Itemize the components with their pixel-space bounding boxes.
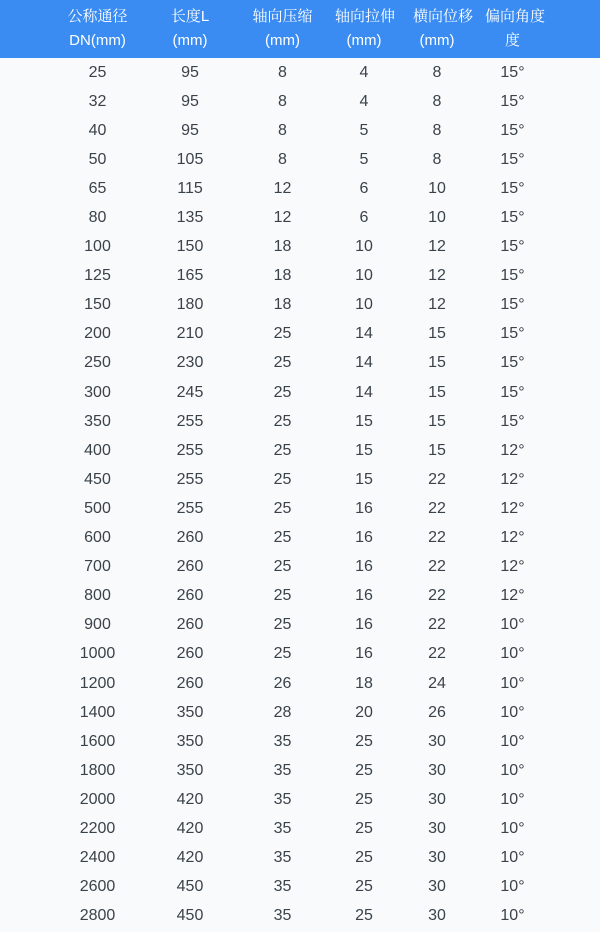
cell-lateral-displacement: 30 [413, 902, 485, 931]
header-label: 横向位移 [413, 8, 474, 25]
cell-deflection-angle: 15° [485, 378, 600, 407]
cell-deflection-angle: 10° [485, 611, 600, 640]
cell-nominal-diameter: 1800 [0, 756, 150, 785]
cell-lateral-displacement: 10 [413, 174, 485, 203]
cell-axial-compression: 25 [230, 494, 335, 523]
cell-lateral-displacement: 26 [413, 698, 485, 727]
cell-axial-compression: 25 [230, 611, 335, 640]
cell-axial-extension: 16 [335, 494, 413, 523]
cell-nominal-diameter: 900 [0, 611, 150, 640]
cell-lateral-displacement: 22 [413, 582, 485, 611]
cell-axial-extension: 25 [335, 902, 413, 931]
cell-lateral-displacement: 15 [413, 436, 485, 465]
cell-axial-compression: 18 [230, 262, 335, 291]
cell-lateral-displacement: 24 [413, 669, 485, 698]
cell-deflection-angle: 15° [485, 174, 600, 203]
cell-lateral-displacement: 12 [413, 233, 485, 262]
cell-axial-compression: 35 [230, 727, 335, 756]
table-row [0, 814, 600, 843]
table-row [0, 553, 600, 582]
cell-length: 260 [150, 524, 230, 553]
cell-length: 350 [150, 698, 230, 727]
cell-lateral-displacement: 8 [413, 87, 485, 116]
cell-lateral-displacement: 22 [413, 524, 485, 553]
cell-nominal-diameter: 1000 [0, 640, 150, 669]
table-row [0, 640, 600, 669]
cell-axial-extension: 16 [335, 640, 413, 669]
cell-deflection-angle: 10° [485, 902, 600, 931]
cell-nominal-diameter: 40 [0, 116, 150, 145]
header-label: 偏向角度 [485, 8, 546, 25]
cell-axial-compression: 18 [230, 233, 335, 262]
header-label: 长度L [170, 8, 210, 25]
cell-axial-extension: 20 [335, 698, 413, 727]
cell-lateral-displacement: 8 [413, 145, 485, 174]
cell-axial-extension: 4 [335, 58, 413, 87]
cell-axial-compression: 25 [230, 640, 335, 669]
table-row [0, 873, 600, 902]
cell-axial-compression: 25 [230, 407, 335, 436]
cell-axial-extension: 25 [335, 727, 413, 756]
cell-lateral-displacement: 8 [413, 58, 485, 87]
cell-length: 95 [150, 116, 230, 145]
cell-deflection-angle: 15° [485, 145, 600, 174]
cell-length: 115 [150, 174, 230, 203]
cell-deflection-angle: 15° [485, 87, 600, 116]
cell-deflection-angle: 10° [485, 727, 600, 756]
table-row [0, 844, 600, 873]
cell-deflection-angle: 10° [485, 814, 600, 843]
cell-lateral-displacement: 10 [413, 203, 485, 232]
cell-nominal-diameter: 700 [0, 553, 150, 582]
cell-length: 210 [150, 320, 230, 349]
table-row [0, 116, 600, 145]
cell-deflection-angle: 15° [485, 291, 600, 320]
table-row [0, 203, 600, 232]
cell-axial-compression: 25 [230, 582, 335, 611]
cell-deflection-angle: 12° [485, 465, 600, 494]
cell-nominal-diameter: 1600 [0, 727, 150, 756]
col-header-nominal-diameter [0, 0, 150, 58]
cell-nominal-diameter: 65 [0, 174, 150, 203]
cell-lateral-displacement: 15 [413, 407, 485, 436]
cell-axial-extension: 15 [335, 407, 413, 436]
cell-axial-compression: 25 [230, 349, 335, 378]
cell-length: 255 [150, 436, 230, 465]
cell-length: 255 [150, 465, 230, 494]
table-row [0, 407, 600, 436]
cell-nominal-diameter: 500 [0, 494, 150, 523]
cell-nominal-diameter: 125 [0, 262, 150, 291]
cell-axial-compression: 8 [230, 87, 335, 116]
cell-nominal-diameter: 2800 [0, 902, 150, 931]
cell-lateral-displacement: 22 [413, 494, 485, 523]
cell-axial-compression: 25 [230, 553, 335, 582]
cell-length: 135 [150, 203, 230, 232]
table-row [0, 669, 600, 698]
header-unit: (mm) [419, 32, 455, 49]
cell-length: 420 [150, 785, 230, 814]
cell-axial-extension: 25 [335, 873, 413, 902]
cell-length: 95 [150, 58, 230, 87]
cell-nominal-diameter: 25 [0, 58, 150, 87]
cell-axial-compression: 25 [230, 524, 335, 553]
cell-lateral-displacement: 15 [413, 349, 485, 378]
cell-nominal-diameter: 1400 [0, 698, 150, 727]
cell-nominal-diameter: 600 [0, 524, 150, 553]
cell-length: 180 [150, 291, 230, 320]
cell-deflection-angle: 10° [485, 873, 600, 902]
cell-lateral-displacement: 15 [413, 320, 485, 349]
table-row [0, 349, 600, 378]
col-header-lateral-displacement [413, 0, 485, 58]
table-row [0, 524, 600, 553]
cell-deflection-angle: 12° [485, 553, 600, 582]
header-unit: DN(mm) [69, 32, 126, 49]
cell-axial-extension: 25 [335, 844, 413, 873]
cell-axial-compression: 25 [230, 465, 335, 494]
cell-axial-extension: 18 [335, 669, 413, 698]
cell-axial-extension: 10 [335, 233, 413, 262]
table-row [0, 378, 600, 407]
cell-length: 350 [150, 756, 230, 785]
cell-lateral-displacement: 30 [413, 844, 485, 873]
cell-length: 105 [150, 145, 230, 174]
cell-nominal-diameter: 350 [0, 407, 150, 436]
header-unit: (mm) [172, 32, 208, 49]
cell-length: 260 [150, 582, 230, 611]
cell-lateral-displacement: 12 [413, 291, 485, 320]
cell-axial-extension: 25 [335, 814, 413, 843]
cell-nominal-diameter: 50 [0, 145, 150, 174]
table-row [0, 698, 600, 727]
cell-axial-compression: 35 [230, 785, 335, 814]
table-header [0, 0, 600, 58]
cell-length: 230 [150, 349, 230, 378]
cell-deflection-angle: 15° [485, 58, 600, 87]
cell-deflection-angle: 10° [485, 669, 600, 698]
header-unit: 度 [504, 32, 520, 49]
cell-axial-extension: 6 [335, 203, 413, 232]
cell-deflection-angle: 15° [485, 233, 600, 262]
cell-lateral-displacement: 8 [413, 116, 485, 145]
cell-nominal-diameter: 2200 [0, 814, 150, 843]
cell-deflection-angle: 15° [485, 407, 600, 436]
cell-lateral-displacement: 22 [413, 611, 485, 640]
cell-deflection-angle: 15° [485, 262, 600, 291]
cell-deflection-angle: 15° [485, 320, 600, 349]
table-row [0, 494, 600, 523]
cell-axial-extension: 14 [335, 378, 413, 407]
table-row [0, 465, 600, 494]
cell-axial-compression: 35 [230, 814, 335, 843]
cell-length: 450 [150, 902, 230, 931]
cell-axial-extension: 4 [335, 87, 413, 116]
table-row [0, 611, 600, 640]
cell-axial-compression: 28 [230, 698, 335, 727]
table-row [0, 320, 600, 349]
cell-nominal-diameter: 200 [0, 320, 150, 349]
cell-length: 260 [150, 640, 230, 669]
cell-lateral-displacement: 22 [413, 553, 485, 582]
cell-deflection-angle: 10° [485, 640, 600, 669]
cell-lateral-displacement: 15 [413, 378, 485, 407]
cell-axial-compression: 35 [230, 902, 335, 931]
cell-nominal-diameter: 300 [0, 378, 150, 407]
cell-lateral-displacement: 22 [413, 640, 485, 669]
cell-length: 95 [150, 87, 230, 116]
cell-nominal-diameter: 1200 [0, 669, 150, 698]
cell-axial-compression: 8 [230, 116, 335, 145]
cell-length: 260 [150, 553, 230, 582]
cell-nominal-diameter: 32 [0, 87, 150, 116]
cell-axial-extension: 10 [335, 291, 413, 320]
cell-deflection-angle: 12° [485, 582, 600, 611]
cell-nominal-diameter: 400 [0, 436, 150, 465]
cell-axial-compression: 18 [230, 291, 335, 320]
cell-axial-compression: 25 [230, 320, 335, 349]
table-row [0, 174, 600, 203]
header-row [0, 0, 600, 58]
cell-deflection-angle: 10° [485, 756, 600, 785]
cell-axial-extension: 16 [335, 611, 413, 640]
cell-length: 260 [150, 669, 230, 698]
table-row [0, 902, 600, 931]
cell-axial-compression: 35 [230, 756, 335, 785]
cell-axial-extension: 25 [335, 785, 413, 814]
cell-axial-extension: 6 [335, 174, 413, 203]
cell-lateral-displacement: 30 [413, 814, 485, 843]
table-row [0, 87, 600, 116]
cell-axial-compression: 25 [230, 378, 335, 407]
table-row [0, 58, 600, 87]
cell-lateral-displacement: 30 [413, 727, 485, 756]
cell-length: 420 [150, 844, 230, 873]
table-row [0, 785, 600, 814]
cell-lateral-displacement: 30 [413, 873, 485, 902]
cell-length: 245 [150, 378, 230, 407]
cell-length: 260 [150, 611, 230, 640]
table-row [0, 145, 600, 174]
cell-nominal-diameter: 2600 [0, 873, 150, 902]
cell-length: 420 [150, 814, 230, 843]
cell-length: 165 [150, 262, 230, 291]
header-label: 轴向拉伸 [335, 8, 396, 25]
header-unit: (mm) [265, 32, 300, 49]
cell-axial-compression: 25 [230, 436, 335, 465]
cell-axial-compression: 8 [230, 58, 335, 87]
cell-deflection-angle: 12° [485, 436, 600, 465]
cell-nominal-diameter: 450 [0, 465, 150, 494]
cell-length: 255 [150, 494, 230, 523]
col-header-axial-compression [230, 0, 335, 58]
cell-axial-extension: 15 [335, 465, 413, 494]
cell-axial-extension: 15 [335, 436, 413, 465]
cell-axial-extension: 10 [335, 262, 413, 291]
cell-nominal-diameter: 80 [0, 203, 150, 232]
cell-length: 255 [150, 407, 230, 436]
table-row [0, 756, 600, 785]
cell-axial-compression: 26 [230, 669, 335, 698]
col-header-length [150, 0, 230, 58]
cell-nominal-diameter: 150 [0, 291, 150, 320]
table-row [0, 436, 600, 465]
cell-deflection-angle: 10° [485, 698, 600, 727]
cell-axial-extension: 14 [335, 320, 413, 349]
cell-axial-extension: 14 [335, 349, 413, 378]
cell-deflection-angle: 12° [485, 524, 600, 553]
cell-axial-compression: 12 [230, 174, 335, 203]
cell-axial-compression: 12 [230, 203, 335, 232]
cell-lateral-displacement: 30 [413, 785, 485, 814]
cell-deflection-angle: 10° [485, 844, 600, 873]
cell-nominal-diameter: 800 [0, 582, 150, 611]
table-row [0, 262, 600, 291]
cell-nominal-diameter: 2000 [0, 785, 150, 814]
cell-deflection-angle: 15° [485, 116, 600, 145]
cell-axial-extension: 25 [335, 756, 413, 785]
cell-axial-compression: 8 [230, 145, 335, 174]
cell-deflection-angle: 15° [485, 203, 600, 232]
cell-length: 350 [150, 727, 230, 756]
cell-axial-extension: 16 [335, 553, 413, 582]
cell-nominal-diameter: 250 [0, 349, 150, 378]
cell-deflection-angle: 10° [485, 785, 600, 814]
cell-axial-extension: 5 [335, 116, 413, 145]
cell-length: 450 [150, 873, 230, 902]
cell-nominal-diameter: 2400 [0, 844, 150, 873]
header-label: 轴向压缩 [252, 8, 313, 25]
cell-lateral-displacement: 22 [413, 465, 485, 494]
cell-axial-extension: 5 [335, 145, 413, 174]
cell-axial-compression: 35 [230, 844, 335, 873]
cell-lateral-displacement: 12 [413, 262, 485, 291]
cell-deflection-angle: 12° [485, 494, 600, 523]
cell-length: 150 [150, 233, 230, 262]
cell-axial-extension: 16 [335, 582, 413, 611]
header-label: 公称通径 [67, 8, 128, 25]
table-row [0, 582, 600, 611]
col-header-deflection-angle [485, 0, 600, 58]
table-body [0, 58, 600, 931]
cell-nominal-diameter: 100 [0, 233, 150, 262]
cell-axial-compression: 35 [230, 873, 335, 902]
table-row [0, 291, 600, 320]
cell-deflection-angle: 15° [485, 349, 600, 378]
header-unit: (mm) [346, 32, 382, 49]
table-row [0, 727, 600, 756]
cell-lateral-displacement: 30 [413, 756, 485, 785]
cell-axial-extension: 16 [335, 524, 413, 553]
col-header-axial-extension [335, 0, 413, 58]
table-row [0, 233, 600, 262]
